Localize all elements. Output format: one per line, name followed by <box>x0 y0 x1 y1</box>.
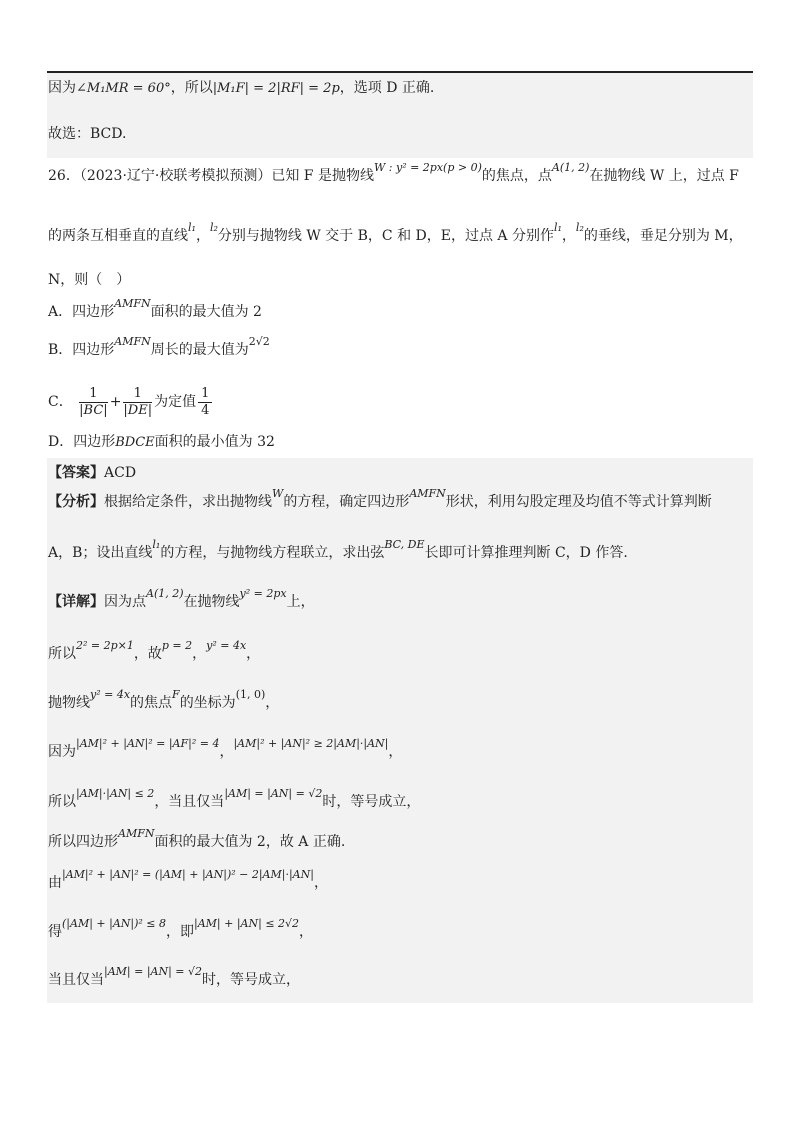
detail-label: 【详解】 <box>48 594 104 610</box>
fraction <box>79 386 108 419</box>
text: 得 <box>48 924 62 940</box>
text: 上， <box>286 594 315 610</box>
numerator: 1 <box>79 386 108 403</box>
denominator: |BC| <box>79 402 108 418</box>
text: C． <box>48 394 73 410</box>
math: A(1, 2) <box>146 587 184 600</box>
option-a <box>48 297 262 323</box>
math: BC, DE <box>384 538 425 551</box>
text: 抛物线 <box>48 695 90 711</box>
text: B．四边形 <box>48 342 115 358</box>
text: 形状，利用勾股定理及均值不等式计算判断 <box>445 494 712 510</box>
question-stem-line-3: N，则（ ） <box>48 272 131 288</box>
plus: + <box>109 394 122 410</box>
analysis-label: 【分析】 <box>48 494 104 510</box>
math: l₂ <box>575 221 584 234</box>
text: ， <box>313 875 328 891</box>
denominator: 4 <box>201 402 210 418</box>
detail-line-5 <box>48 787 421 813</box>
text: A，B；设出直线 <box>48 545 153 561</box>
text: 的方程，与抛物线方程联立，求出弦 <box>160 545 385 561</box>
text: ， <box>561 228 576 244</box>
math: y² = 4x <box>206 639 247 652</box>
math: p = 2 <box>161 639 193 652</box>
math: l₁ <box>152 538 161 551</box>
analysis-line-1 <box>48 487 712 513</box>
text: 的焦点，点 <box>481 168 552 184</box>
math: |AM| = |AN| = √2 <box>224 787 323 800</box>
prev-choice: 故选：BCD. <box>48 126 127 142</box>
text: ， <box>195 228 210 244</box>
question-stem-line-2 <box>48 221 743 247</box>
text: 分别与抛物线 W 交于 B，C 和 D，E，过点 A 分别作 <box>217 228 554 244</box>
text: ， <box>265 695 280 711</box>
numerator: 1 <box>123 386 152 403</box>
text: ， <box>299 924 314 940</box>
text: 时，等号成立， <box>322 794 421 810</box>
text: 当且仅当 <box>48 972 104 988</box>
math: |AM|² + |AN|² ≥ 2|AM|·|AN| <box>233 737 389 750</box>
math: BDCE <box>115 435 155 450</box>
text: 所以 <box>48 794 76 810</box>
math: AMFN <box>118 827 155 840</box>
text: ，即 <box>166 924 195 940</box>
math: ∠M₁MR = 60° <box>76 81 171 96</box>
detail-line-8 <box>48 917 314 943</box>
answer-value: ACD <box>104 465 137 481</box>
text: 在抛物线 W 上，过点 F <box>589 168 739 184</box>
math: W <box>272 487 284 500</box>
numerator: 1 <box>198 386 212 403</box>
math: l₁ <box>188 221 196 234</box>
math: F <box>172 688 180 701</box>
text: 根据给定条件，求出抛物线 <box>104 494 272 510</box>
text: 因为点 <box>104 594 146 610</box>
text: 在抛物线 <box>183 594 240 610</box>
detail-line-6 <box>48 827 346 853</box>
text: 因为 <box>48 744 76 760</box>
text: 面积的最大值为 2 <box>150 304 262 320</box>
text: A．四边形 <box>48 304 115 320</box>
prev-line-1 <box>48 78 434 99</box>
text: 的垂线，垂足分别为 M， <box>583 228 743 244</box>
text: ， <box>192 646 207 662</box>
math: AMFN <box>114 335 151 348</box>
detail-line-4 <box>48 737 403 763</box>
math: (|AM| + |AN|)² ≤ 8 <box>62 917 167 930</box>
math: |AM|·|AN| ≤ 2 <box>76 787 155 800</box>
math: AMFN <box>114 297 151 310</box>
math: |AM|² + |AN|² = |AF|² = 4 <box>76 737 220 750</box>
text: 时，等号成立， <box>202 972 301 988</box>
detail-line-9 <box>48 965 301 991</box>
math: 2² = 2p×1 <box>76 639 134 652</box>
option-b <box>48 335 270 361</box>
text: 所以四边形 <box>48 834 118 850</box>
text: 所以 <box>48 646 76 662</box>
fraction <box>198 386 212 419</box>
answer-line <box>48 463 136 483</box>
text: 由 <box>48 875 62 891</box>
math: |AM| = |AN| = √2 <box>104 965 203 978</box>
text: 的两条互相垂直的直线 <box>48 228 188 244</box>
denominator: |DE| <box>123 402 153 418</box>
text: 的方程，确定四边形 <box>283 494 410 510</box>
text: 长即可计算推理判断 C，D 作答. <box>424 545 628 561</box>
answer-label: 【答案】 <box>48 465 104 481</box>
text: 面积的最小值为 32 <box>154 434 275 450</box>
math: (1, 0) <box>235 688 266 701</box>
detail-line-3 <box>48 688 280 714</box>
option-d <box>48 432 275 453</box>
text: ，所以 <box>170 80 213 96</box>
math: y² = 2px <box>239 587 287 600</box>
text: 面积的最大值为 2，故 A 正确. <box>154 834 346 850</box>
text: 26．（2023·辽宁·校联考模拟预测）已知 F 是抛物线 <box>48 168 374 184</box>
math: y² = 4x <box>90 688 131 701</box>
math: |AM| + |AN| ≤ 2√2 <box>194 917 300 930</box>
math: W : y² = 2px(p > 0) <box>373 161 482 174</box>
text: ，选项 D 正确. <box>339 80 435 96</box>
math: l₂ <box>209 221 218 234</box>
text: ，故 <box>133 646 162 662</box>
detail-line-7 <box>48 868 328 894</box>
text: 为定值 <box>154 394 197 410</box>
question-stem-line-1 <box>48 161 739 187</box>
analysis-line-2 <box>48 538 628 564</box>
math: A(1, 2) <box>551 161 590 174</box>
text: 周长的最大值为 <box>150 342 249 358</box>
math: l₁ <box>553 221 562 234</box>
option-c <box>48 382 214 422</box>
detail-line-2 <box>48 639 261 665</box>
text: D．四边形 <box>48 434 116 450</box>
fraction <box>123 386 152 419</box>
text: 的坐标为 <box>179 695 236 711</box>
math: |AM|² + |AN|² = (|AM| + |AN|)² − 2|AM|·|AN| <box>62 868 314 881</box>
text: ， <box>219 744 234 760</box>
detail-line-1 <box>48 587 315 613</box>
math: AMFN <box>409 487 446 500</box>
text: 因为 <box>48 80 76 96</box>
math: |M₁F| = 2|RF| = 2p <box>212 81 340 96</box>
text: ， <box>388 744 403 760</box>
text: 的焦点 <box>130 695 173 711</box>
text: ，当且仅当 <box>154 794 225 810</box>
text: ， <box>246 646 261 662</box>
math: 2√2 <box>248 335 270 348</box>
